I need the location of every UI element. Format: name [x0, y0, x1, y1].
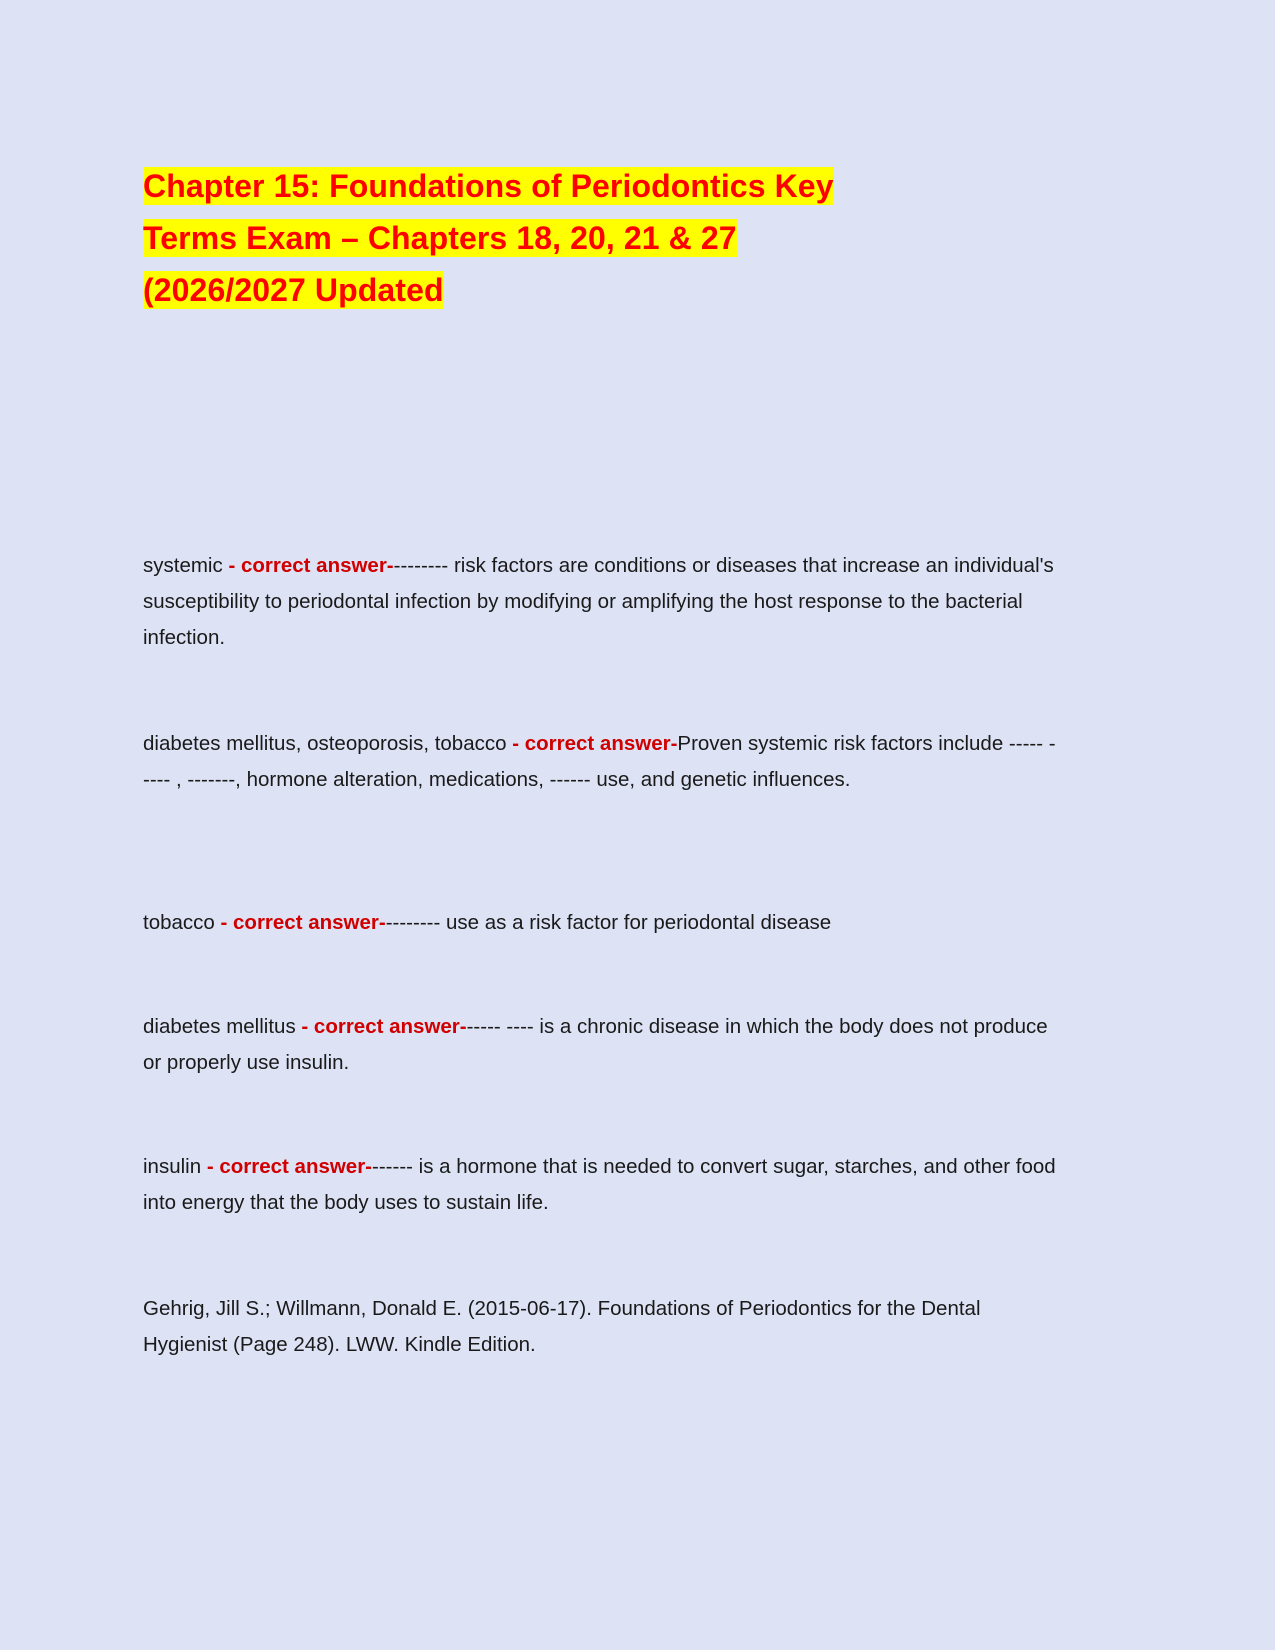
entry-3-term: tobacco [143, 910, 221, 934]
entry-2-term: diabetes mellitus, osteoporosis, tobacco [143, 731, 513, 755]
entry-5-definition: ------ is a hormone that is needed to convert sugar, starches, and other food into energy that the body uses to sustain life. [143, 1154, 1056, 1214]
entry-4 [143, 1009, 1058, 1082]
entry-5 [143, 1149, 1058, 1222]
entry-4-answer-marker: - correct answer- [301, 1014, 467, 1038]
entry-3-answer-marker: - correct answer- [220, 910, 386, 934]
entry-5-answer-marker: - correct answer- [206, 1154, 373, 1178]
entry-4-term: diabetes mellitus [143, 1014, 302, 1038]
entry-2-definition: Proven systemic risk factors include ----- ----- , -------, hormone alteration, medications, ------ use, and genetic influences. [143, 731, 1056, 791]
entry-2 [143, 726, 1058, 799]
title-line-1: Chapter 15: Foundations of Periodontics Key [143, 168, 834, 205]
entry-3 [143, 905, 1058, 941]
entry-3-definition: -------- use as a risk factor for periodontal disease [385, 910, 832, 934]
title-line-3: (2026/2027 Updated [143, 272, 444, 309]
entry-2-answer-marker: - correct answer- [512, 731, 678, 755]
entry-1-definition: -------- risk factors are conditions or diseases that increase an individual's susceptibility to periodontal infection by modifying or amplifying the host response to the bacterial infection. [143, 553, 1054, 650]
entry-1-answer-marker: - correct answer- [228, 553, 394, 577]
entry-4-definition: ----- ---- is a chronic disease in which the body does not produce or properly use insulin. [143, 1014, 1048, 1074]
entry-1 [143, 548, 1058, 657]
title-line-2: Terms Exam – Chapters 18, 20, 21 & 27 [143, 220, 737, 257]
page-title [143, 161, 1073, 316]
entry-5-term: insulin [143, 1154, 207, 1178]
citation: Gehrig, Jill S.; Willmann, Donald E. (2015-06-17). Foundations of Periodontics for the Dental Hygienist (Page 248). LWW. Kindle Edition. [143, 1296, 981, 1356]
entry-1-term: systemic [143, 553, 229, 577]
